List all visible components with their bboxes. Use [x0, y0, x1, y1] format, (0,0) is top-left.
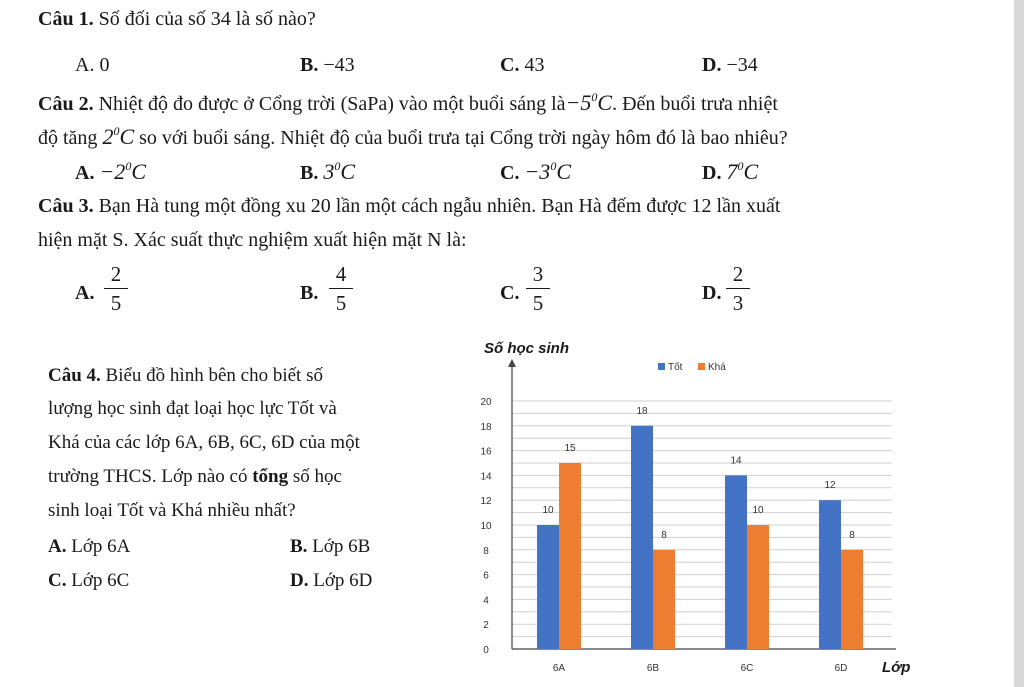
data-label: 12: [824, 480, 836, 492]
bar-Khá-6C: [747, 525, 769, 649]
q4-option-b: B. Lớp 6B: [290, 536, 371, 557]
bar-chart: [470, 335, 920, 680]
question-4-line-2: lượng học sinh đạt loại học lực Tốt và: [48, 398, 337, 419]
y-tick-label: 16: [480, 446, 492, 458]
question-1: [38, 8, 316, 31]
question-3-label: Câu 3.: [38, 195, 94, 217]
y-tick-label: 14: [480, 471, 492, 483]
q3-option-c-fraction: 3 5: [524, 262, 552, 315]
y-tick-label: 6: [483, 570, 489, 582]
q3-option-a-letter: A.: [75, 282, 95, 304]
question-4-line-1: Câu 4. Biểu đồ hình bên cho biết số: [48, 365, 323, 386]
bar-Tốt-6C: [725, 475, 747, 649]
question-3-line-2: hiện mặt S. Xác suất thực nghiệm xuất hiện mặt N là:: [38, 229, 467, 251]
bar-Khá-6A: [559, 463, 581, 649]
question-4-line-3: Khá của các lớp 6A, 6B, 6C, 6D của một: [48, 432, 360, 453]
question-4-line-5: sinh loại Tốt và Khá nhiều nhất?: [48, 500, 296, 521]
q3-option-b-fraction: 4 5: [327, 262, 355, 315]
question-1-text: Số đối của số 34 là số nào?: [98, 8, 316, 30]
data-label: 18: [636, 405, 648, 417]
question-1-label: Câu 1.: [38, 8, 94, 30]
q3-option-a-fraction: 2 5: [102, 262, 130, 315]
q2-option-d: D. $7^0C$: [702, 159, 759, 184]
q1-option-c: C. 43: [500, 54, 545, 76]
y-tick-label: 2: [483, 620, 489, 632]
bar-Khá-6D: [841, 550, 863, 649]
chart-title: Số học sinh: [484, 340, 570, 357]
data-label: 15: [564, 443, 576, 454]
legend-label: Tốt: [668, 362, 683, 373]
data-label: 10: [542, 505, 554, 516]
legend-swatch: [658, 363, 665, 370]
bar-Tốt-6B: [631, 426, 653, 649]
y-tick-label: 8: [483, 545, 489, 557]
question-3-line-1: Câu 3. Bạn Hà tung một đồng xu 20 lần một cách ngẫu nhiên. Bạn Hà đếm được 12 lần xuất: [38, 195, 781, 217]
q3-option-c-letter: C.: [500, 282, 520, 304]
y-tick-label: 10: [480, 521, 492, 532]
legend-swatch: [698, 363, 705, 370]
q3-option-d-letter: D.: [702, 282, 722, 304]
bar-Tốt-6D: [819, 500, 841, 649]
y-tick-label: 0: [483, 645, 489, 656]
x-axis-label: Lớp: [882, 659, 911, 676]
page-edge: [1014, 0, 1024, 687]
question-2-label: Câu 2.: [38, 93, 94, 115]
q4-option-a: A. Lớp 6A: [48, 536, 131, 557]
y-tick-label: 4: [483, 595, 489, 607]
q4-option-c: C. Lớp 6C: [48, 570, 130, 591]
y-tick-label: 20: [480, 397, 492, 408]
question-4-line-4: trường THCS. Lớp nào có tổng số học: [48, 466, 342, 487]
q2-option-c: C. $-3^0C$: [500, 159, 571, 184]
q3-option-d-fraction: 2 3: [724, 262, 752, 315]
q1-option-a: A. 0: [75, 54, 110, 76]
x-tick-label: 6C: [740, 663, 754, 674]
q1-option-b: B. −43: [300, 54, 355, 76]
y-axis-arrow: [508, 359, 516, 367]
q2-option-b: B. $3^0C$: [300, 159, 356, 184]
question-2-line-1: Câu 2. Nhiệt độ đo được ở Cổng trời (SaPa) vào một buổi sáng $là-5^0C$. Đến buổi trưa nhiệt: [38, 90, 778, 115]
question-2-line-2: độ tăng $2^0C$ so với buổi sáng. Nhiệt độ của buổi trưa tại Cổng trời ngày hôm đó là bao nhiêu?: [38, 124, 788, 149]
q3-option-b-letter: B.: [300, 282, 319, 304]
data-label: 14: [730, 455, 742, 467]
x-tick-label: 6A: [552, 663, 566, 674]
legend-label: Khá: [708, 362, 726, 373]
q4-option-d: D. Lớp 6D: [290, 570, 373, 591]
data-label: 10: [752, 505, 764, 516]
x-tick-label: 6B: [646, 663, 660, 674]
y-tick-label: 18: [480, 421, 492, 433]
y-tick-label: 12: [480, 496, 492, 508]
x-tick-label: 6D: [834, 663, 848, 674]
bar-Tốt-6A: [537, 525, 559, 649]
data-label: 8: [849, 529, 855, 541]
q2-option-a: A. $-2^0C$: [75, 159, 146, 184]
question-4-label: Câu 4.: [48, 365, 101, 386]
data-label: 8: [661, 529, 667, 541]
q1-option-d: D. −34: [702, 54, 758, 76]
bar-Khá-6B: [653, 550, 675, 649]
